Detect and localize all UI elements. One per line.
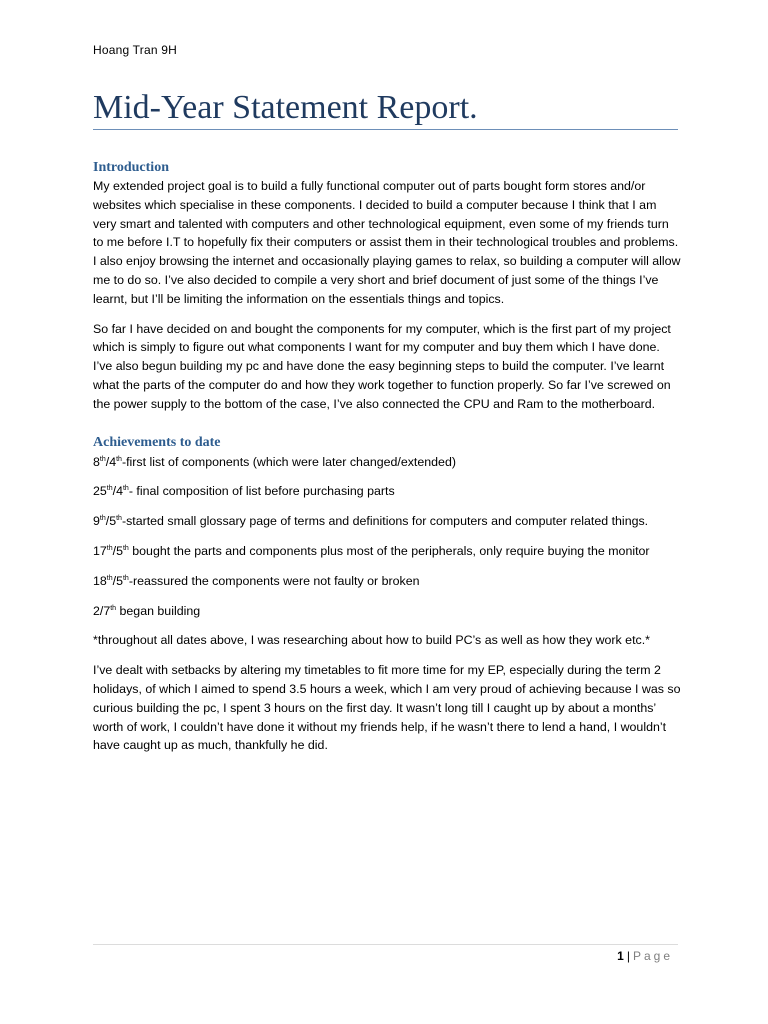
footer-separator: | [626,949,630,963]
document-body [93,159,681,755]
header-author: Hoang Tran 9H [93,43,177,57]
achievement-item: 25th/4th- final composition of list before purchasing parts [93,484,395,499]
achievement-item: 2/7th began building [93,603,201,618]
page-footer [617,949,673,963]
footer-divider [93,944,678,945]
page-title: Mid-Year Statement Report. [93,89,478,126]
research-note: *throughout all dates above, I was researching about how to build PC’s as well as how they work etc.* [93,633,650,648]
achievements-heading: Achievements to date [93,434,221,450]
achievement-item: 18th/5th-reassured the components were not faulty or broken [93,573,420,588]
closing-paragraph: I’ve dealt with setbacks by altering my timetables to fit more time for my EP, especially during the term 2 holidays, of which I aimed to spend 3.5 hours a week, which I am very proud of achieving because I was so curious building the pc, I spent 3 hours on the first day. It wasn’t long till I caught up by about a months’ worth of work, I couldn’t have done it without my friends help, if he wasn’t there to lend a hand, I wouldn’t have caught up as much, thankfully he did. [93,663,681,753]
achievement-item: 9th/5th-started small glossary page of terms and definitions for computers and computer related things. [93,514,649,529]
intro-paragraph-2: So far I have decided on and bought the components for my computer, which is the first part of my project which is simply to figure out what components I want for my computer and buy them which I have done. I’ve also begun building my pc and have done the easy beginning steps to build the computer. I’ve learnt what the parts of the computer do and how they work together to function properly. So far I’ve screwed on the power supply to the bottom of the case, I’ve also connected the CPU and Ram to the motherboard. [93,321,671,411]
achievement-item: 8th/4th-first list of components (which were later changed/extended) [93,454,456,469]
page-number: 1 [617,949,624,963]
intro-paragraph-1: My extended project goal is to build a fully functional computer out of parts bought form stores and/or websites which specialise in these components. I decided to build a computer because I think that I am very smart and talented with computers and other technological equipment, even some of my friends turn to me before I.T to hopefully fix their computers or assist them in their technological troubles and problems. I also enjoy browsing the internet and occasionally playing games to relax, so building a computer will allow me to do so. I’ve also decided to compile a very short and brief document of just some of the things I’ve learnt, but I’ll be limiting the information on the essentials things and topics. [93,179,681,306]
introduction-heading: Introduction [93,160,169,175]
page-label: Page [632,949,673,963]
achievements-list [93,453,681,621]
title-underline [93,129,678,130]
achievement-item: 17th/5th bought the parts and components plus most of the peripherals, only require buying the monitor [93,543,650,558]
